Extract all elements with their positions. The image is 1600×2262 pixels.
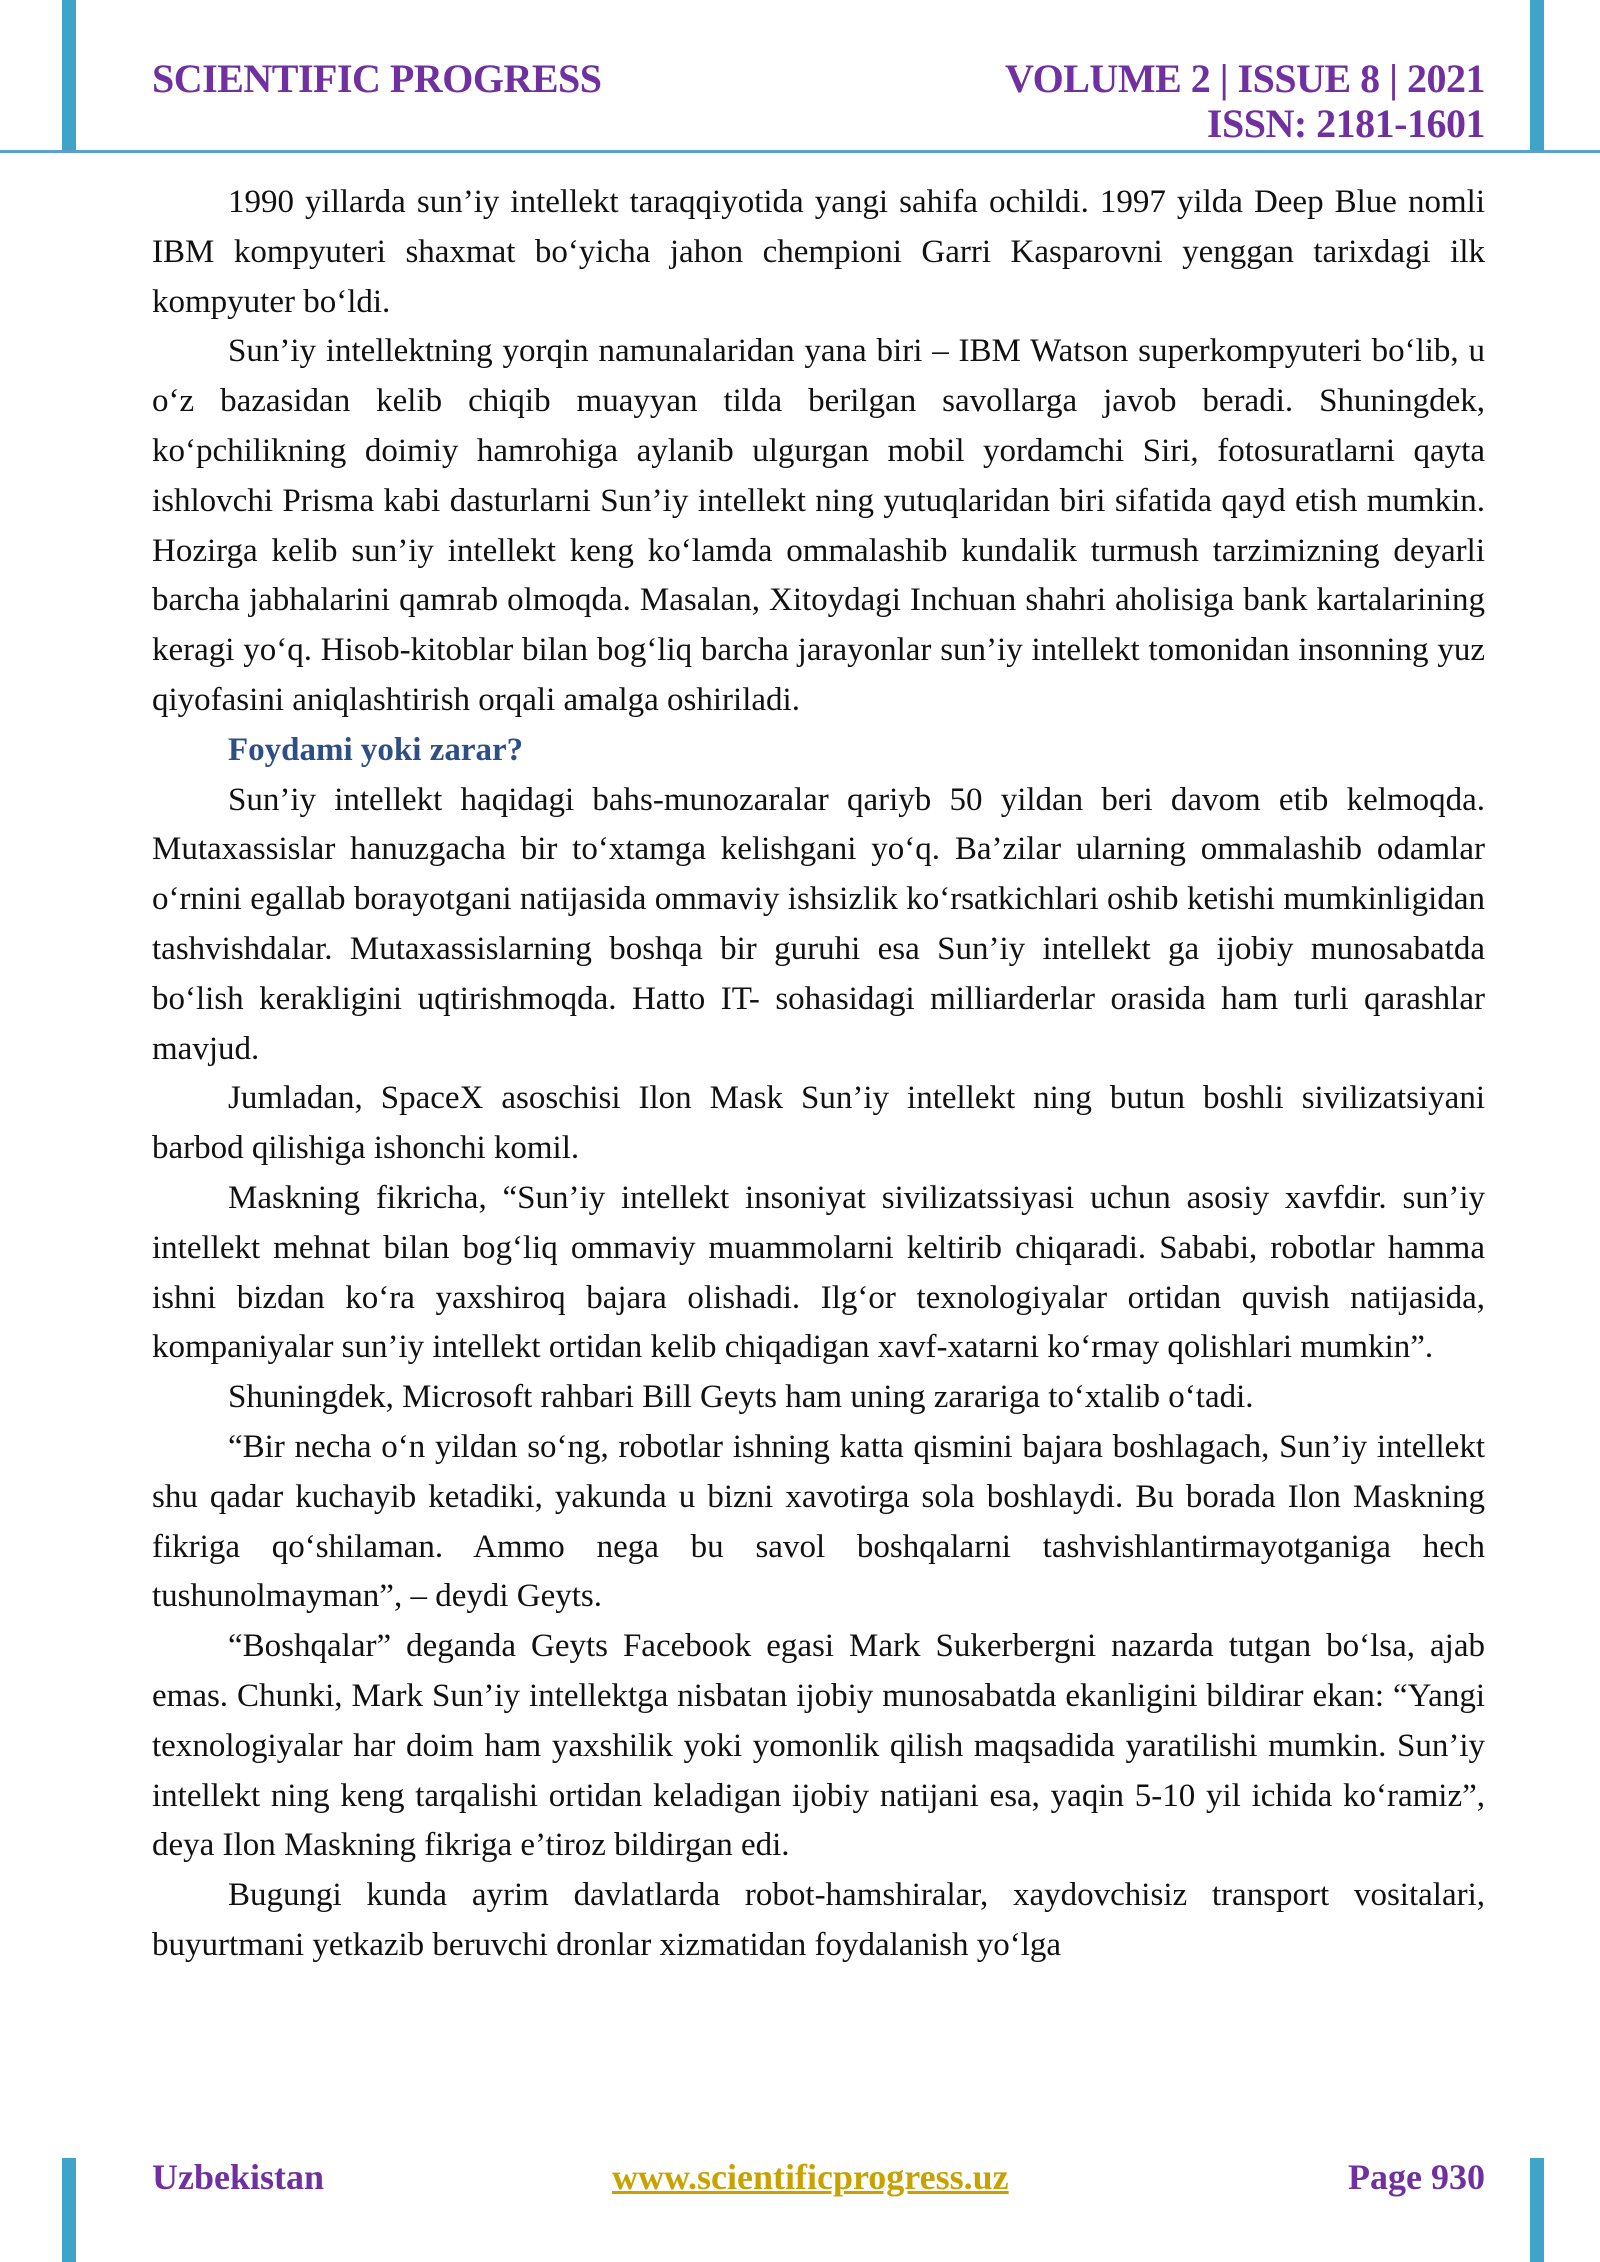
article-body [152,178,1485,1971]
issn: ISSN: 2181-1601 [1206,101,1485,146]
footer-left-accent-bar [62,2158,76,2262]
header-right-accent-bar [1530,0,1544,150]
paragraph: Bugungi kunda ayrim davlatlarda robot-hamshiralar, xaydovchisiz transport vositalari, buyurtmani yetkazib beruvchi dronlar xizmatidan foydalanish yo‘lga [152,1877,1485,1963]
header-rule [0,150,1600,153]
section-heading: Foydami yoki zarar? [228,731,524,768]
header-left-accent-bar [62,0,76,150]
paragraph: 1990 yillarda sun’iy intellekt taraqqiyotida yangi sahifa ochildi. 1997 yilda Deep Blue nomli IBM kompyuteri shaxmat bo‘yicha jahon chempioni Garri Kasparovni yenggan tarixdagi ilk kompyuter bo‘ldi. [152,184,1485,320]
journal-title: SCIENTIFIC PROGRESS [152,56,602,101]
volume-issue: VOLUME 2 | ISSUE 8 | 2021 [1005,56,1485,101]
paragraph: Jumladan, SpaceX asoschisi Ilon Mask Sun’iy intellekt ning butun boshli sivilizatsiyani barbod qilishiga ishonchi komil. [152,1080,1485,1167]
paragraph: Maskning fikricha, “Sun’iy intellekt insoniyat sivilizatssiyasi uchun asosiy xavfdir. sun’iy intellekt mehnat bilan bog‘liq ommaviy muammolarni keltirib chiqaradi. Sababi, robotlar hamma ishni bizdan ko‘ra yaxshiroq bajara olishadi. Ilg‘or texnologiyalar ortidan quvish natijasida, kompaniyalar sun’iy intellekt ortidan kelib chiqadigan xavf-xatarni ko‘rmay qolishlari mumkin”. [152,1179,1485,1366]
paragraph: “Boshqalar” deganda Geyts Facebook egasi Mark Sukerbergni nazarda tutgan bo‘lsa, ajab emas. Chunki, Mark Sun’iy intellektga nisbatan ijobiy munosabatda ekanligini bildirar ekan: “Yangi texnologiyalar har doim ham yaxshilik yoki yomonlik qilish maqsadida yaratilishi mumkin. Sun’iy intellekt ning keng tarqalishi ortidan keladigan ijobiy natijani esa, yaqin 5-10 yil ichida ko‘ramiz”, deya Ilon Maskning fikriga e’tiroz bildirgan edi. [152,1628,1485,1864]
paragraph: “Bir necha o‘n yildan so‘ng, robotlar ishning katta qismini bajara boshlagach, Sun’iy intellekt shu qadar kuchayib ketadiki, yakunda u bizni xavotirga sola boshlaydi. Bu borada Ilon Maskning fikriga qo‘shilaman. Ammo nega bu savol boshqalarni tashvishlantirmayotganiga hech tushunolmayman”, – deydi Geyts. [152,1428,1485,1615]
footer-right-accent-bar [1530,2158,1544,2262]
paragraph: Sun’iy intellektning yorqin namunalaridan yana biri – IBM Watson superkompyuteri bo‘lib, u o‘z bazasidan kelib chiqib muayyan tilda berilgan savollarga javob beradi. Shuningdek, ko‘pchilikning doimiy hamrohiga aylanib ulgurgan mobil yordamchi Siri, fotosuratlarni qayta ishlovchi Prisma kabi dasturlarni Sun’iy intellekt ning yutuqlaridan biri sifatida qayd etish mumkin. Hozirga kelib sun’iy intellekt keng ko‘lamda ommalashib kundalik turmush tarzimizning deyarli barcha jabhalarini qamrab olmoqda. Masalan, Xitoydagi Inchuan shahri aholisiga bank kartalarining keragi yo‘q. Hisob-kitoblar bilan bog‘liq barcha jarayonlar sun’iy intellekt tomonidan insonning yuz qiyofasini aniqlashtirish orqali amalga oshiriladi. [152,333,1485,718]
page-number: Page 930 [1348,2157,1485,2197]
paragraph: Sun’iy intellekt haqidagi bahs-munozaralar qariyb 50 yildan beri davom etib kelmoqda. Mutaxassislar hanuzgacha bir to‘xtamga kelishgani yo‘q. Ba’zilar ularning ommalashib odamlar o‘rnini egallab borayotgani natijasida ommaviy ishsizlik ko‘rsatkichlari oshib ketishi mumkinligidan tashvishdalar. Mutaxassislarning boshqa bir guruhi esa Sun’iy intellekt ga ijobiy munosabatda bo‘lish kerakligini uqtirishmoqda. Hatto IT- sohasidagi milliarderlar orasida ham turli qarashlar mavjud. [152,781,1485,1067]
footer-website-link[interactable]: www.scientificprogress.uz [612,2157,1009,2197]
footer-country: Uzbekistan [152,2157,325,2197]
paragraph: Shuningdek, Microsoft rahbari Bill Geyts ham uning zarariga to‘xtalib o‘tadi. [228,1379,1254,1416]
